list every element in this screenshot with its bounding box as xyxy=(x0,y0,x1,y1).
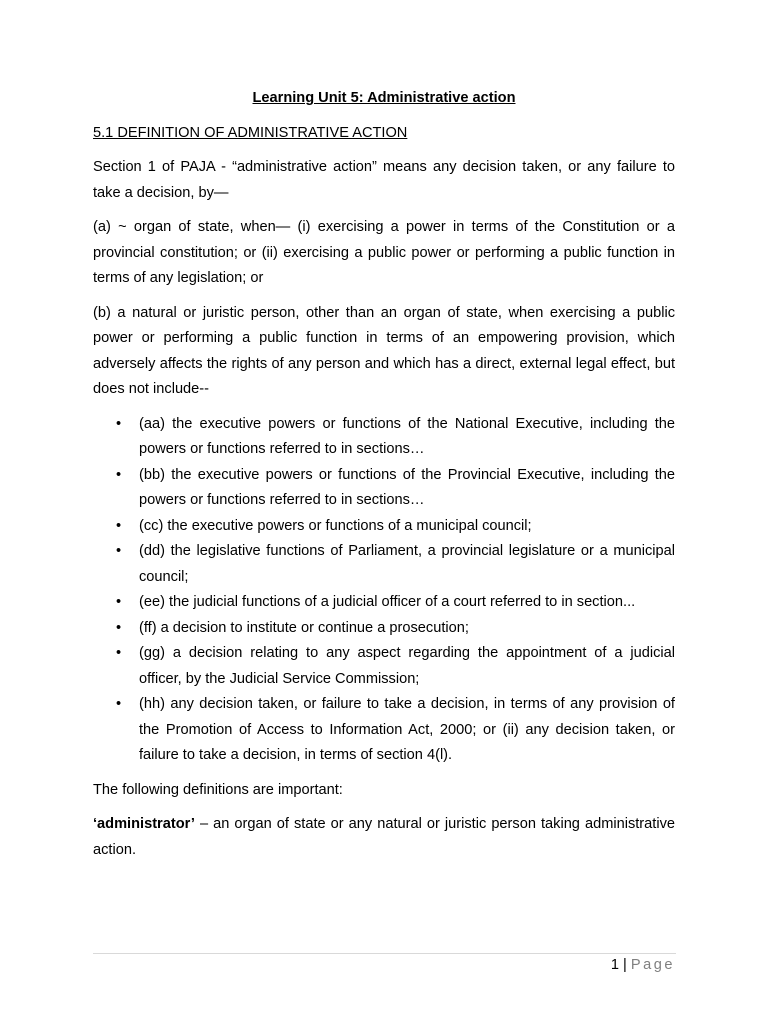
list-item xyxy=(93,616,675,642)
list-item-text: (bb) the executive powers or functions of the Provincial Executive, including the powers or functions referred to in sections… xyxy=(139,466,675,508)
list-item-text: (cc) the executive powers or functions of a municipal council; xyxy=(139,517,532,534)
bullet-icon: • xyxy=(116,594,122,610)
list-item xyxy=(93,539,675,590)
list-item xyxy=(93,412,675,463)
page-separator: | xyxy=(619,957,631,973)
definition-term: ‘administrator’ xyxy=(93,816,195,832)
list-item-text: (ff) a decision to institute or continue a prosecution; xyxy=(139,619,469,636)
bullet-icon: • xyxy=(116,415,122,432)
page-footer xyxy=(611,955,675,975)
paragraph-a: (a) ~ organ of state, when— (i) exercising a power in terms of the Constitution or a provincial constitution; or (ii) exercising a public power or performing a public function in terms of any legislation; or xyxy=(93,219,675,286)
exclusions-list xyxy=(93,412,675,769)
list-item xyxy=(93,590,675,616)
document-page xyxy=(93,86,675,872)
page-label: Page xyxy=(630,957,675,973)
definition-text: – an organ of state or any natural or juristic person taking administrative action. xyxy=(93,816,675,858)
definitions-intro: The following definitions are important: xyxy=(93,781,343,798)
section-heading: 5.1 DEFINITION OF ADMINISTRATIVE ACTION xyxy=(93,124,408,141)
list-item xyxy=(93,514,675,540)
bullet-icon: • xyxy=(116,645,122,661)
bullet-icon: • xyxy=(116,517,122,534)
list-item-text: (aa) the executive powers or functions of the National Executive, including the powers or functions referred to in sections… xyxy=(139,415,675,457)
list-item-text: (dd) the legislative functions of Parliament, a provincial legislature or a municipal council; xyxy=(139,543,675,585)
list-item-text: (ee) the judicial functions of a judicial officer of a court referred to in section... xyxy=(139,594,636,610)
bullet-icon: • xyxy=(116,466,122,483)
intro-paragraph: Section 1 of PAJA - “administrative action” means any decision taken, or any failure to take a decision, by— xyxy=(93,159,675,201)
list-item-text: (hh) any decision taken, or failure to take a decision, in terms of any provision of the Promotion of Access to Information Act, 2000; or (ii) any decision taken, or failure to take a decision, in terms of section 4(l). xyxy=(139,696,675,763)
bullet-icon: • xyxy=(116,696,122,712)
list-item-text: (gg) a decision relating to any aspect regarding the appointment of a judicial officer, by the Judicial Service Commission; xyxy=(139,645,675,687)
list-item xyxy=(93,463,675,514)
list-item xyxy=(93,641,675,692)
page-number: 1 xyxy=(610,957,619,973)
bullet-icon: • xyxy=(116,619,122,636)
definition-administrator xyxy=(93,812,675,863)
paragraph-b: (b) a natural or juristic person, other than an organ of state, when exercising a public power or performing a public function in terms of an empowering provision, which adversely affects the rights of any person and which has a direct, external legal effect, but does not include-- xyxy=(93,304,675,397)
document-title: Learning Unit 5: Administrative action xyxy=(252,90,516,106)
list-item xyxy=(93,692,675,769)
bullet-icon: • xyxy=(116,543,122,559)
footer-divider xyxy=(93,953,676,954)
